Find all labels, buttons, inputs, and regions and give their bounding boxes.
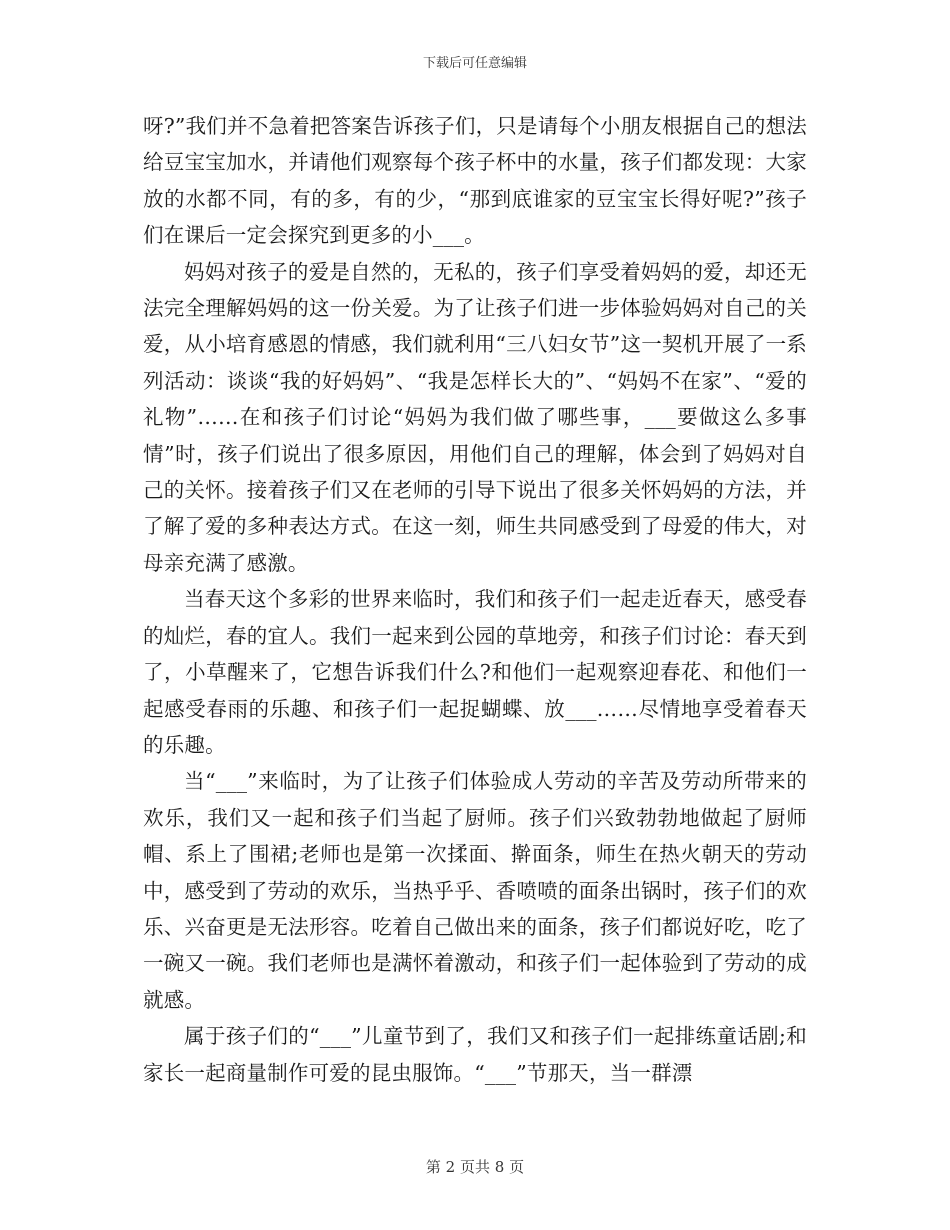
- document-body: [143, 108, 807, 1091]
- page-header: 下载后可任意编辑: [422, 56, 527, 71]
- page-footer: 第 2 页共 8 页: [425, 1158, 525, 1176]
- paragraph-continued: 呀?”我们并不急着把答案告诉孩子们，只是请每个小朋友根据自己的想法给豆宝宝加水，并请他们观察每个孩子杯中的水量，孩子们都发现：大家放的水都不同，有的多，有的少，“那到底谁家的豆宝宝长得好呢?”孩子们在课后一定会探究到更多的小___。: [143, 114, 807, 248]
- paragraph-childrens-day: 属于孩子们的“___”儿童节到了，我们又和孩子们一起排练童话剧;和家长一起商量制作可爱的昆虫服饰。“___”节那天，当一群漂: [143, 1024, 807, 1085]
- paragraph-mothers-love: 妈妈对孩子的爱是自然的，无私的，孩子们享受着妈妈的爱，却还无法完全理解妈妈的这一份关爱。为了让孩子们进一步体验妈妈对自己的关爱，从小培育感恩的情感，我们就利用“三八妇女节”这一契机开展了一系列活动：谈谈“我的好妈妈”、“我是怎样长大的”、“妈妈不在家”、“爱的礼物”……在和孩子们讨论“妈妈为我们做了哪些事，___要做这么多事情”时，孩子们说出了很多原因，用他们自己的理解，体会到了妈妈对自己的关怀。接着孩子们又在老师的引导下说出了很多关怀妈妈的方法，并了解了爱的多种表达方式。在这一刻，师生共同感受到了母爱的伟大，对母亲充满了感激。: [143, 259, 807, 575]
- paragraph-labor-day: 当“___”来临时，为了让孩子们体验成人劳动的辛苦及劳动所带来的欢乐，我们又一起和孩子们当起了厨师。孩子们兴致勃勃地做起了厨师帽、系上了围裙;老师也是第一次揉面、擀面条，师生在热火朝天的劳动中，感受到了劳动的欢乐，当热乎乎、香喷喷的面条出锅时，孩子们的欢乐、兴奋更是无法形容。吃着自己做出来的面条，孩子们都说好吃，吃了一碗又一碗。我们老师也是满怀着激动，和孩子们一起体验到了劳动的成就感。: [143, 769, 807, 1012]
- paragraph-spring: 当春天这个多彩的世界来临时，我们和孩子们一起走近春天，感受春的灿烂，春的宜人。我们一起来到公园的草地旁，和孩子们讨论：春天到了，小草醒来了，它想告诉我们什么?和他们一起观察迎春花、和他们一起感受春雨的乐趣、和孩子们一起捉蝴蝶、放___……尽情地享受着春天的乐趣。: [143, 587, 807, 757]
